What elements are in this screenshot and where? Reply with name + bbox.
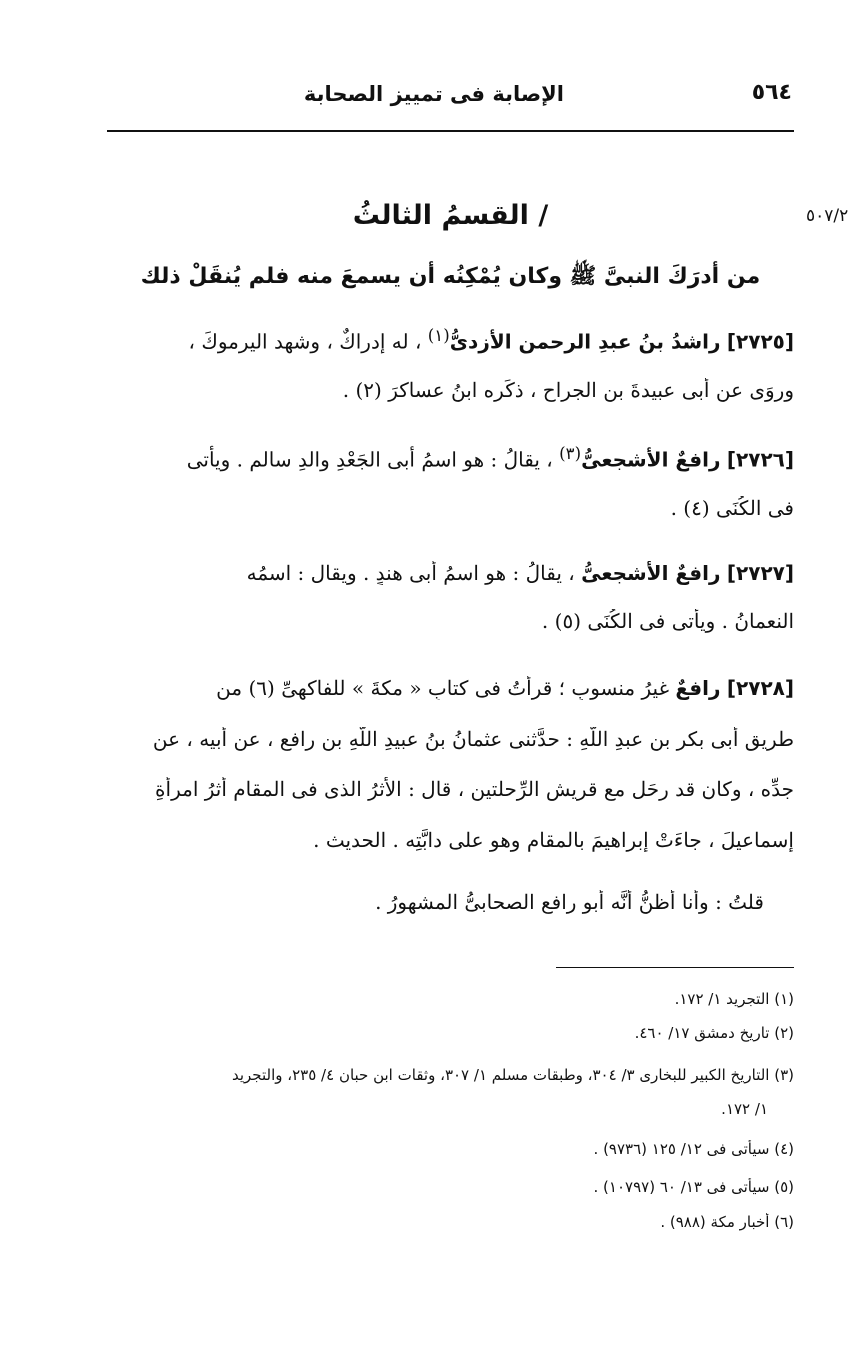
closing-remark: قلتُ : وأنا أظنُّ أنَّه أبو رافعٍ الصحابىُّ المشهورُ . [375, 890, 764, 914]
section-title: / القسمُ الثالثُ [352, 200, 549, 231]
entry-2728-line-2: طريقِ أبى بكرِ بنِ عبدِ اللَّهِ : حدَّثنى عثمانُ بنُ عبيدِ اللَّهِ بنِ رافعٍ ، عن أبيه ، عن [152, 727, 794, 751]
entry-text: ، يقالُ : هو اسمُ أبى الجَعْدِ والدِ سالمٍ . ويأتى [186, 447, 553, 472]
entry-2728-line-4: إسماعيلَ ، جاءَتْ إبراهيمَ بالمقامِ وهو على دابَّتِه . الحديث . [313, 828, 794, 852]
entry-2727-line-1 [107, 561, 794, 585]
entry-2725-line-1 [107, 326, 794, 354]
entry-2725-line-2: وروَى عن أبى عبيدةَ بنِ الجراحِ ، ذكَره ابنُ عساكرَ (٢) . [342, 378, 794, 402]
entry-number: [٢٧٢٥] [726, 329, 794, 354]
page-number: ٥٦٤ [751, 80, 792, 105]
footnote-5: (٥) سيأتى فى ١٣/ ٦٠ (١٠٧٩٧) . [593, 1178, 794, 1196]
section-subtitle: من أدرَكَ النبىَّ ﷺ وكان يُمْكِنُه أن يسمعَ منه فلم يُنقَلْ ذلك [140, 264, 761, 289]
entry-number: [٢٧٢٧] [726, 561, 794, 585]
entry-2727-line-2: النعمانُ . ويأتى فى الكُنَى (٥) . [541, 609, 794, 633]
entry-text: ، يقالُ : هو اسمُ أبى هندٍ . ويقال : اسمُه [246, 561, 575, 585]
header-rule [107, 130, 794, 132]
footnote-6: (٦) أخبار مكة (٩٨٨) . [660, 1213, 794, 1231]
margin-reference: ٥٠٧/٢ [806, 206, 849, 226]
entry-text: ، له إدراكٌ ، وشهِد اليرموكَ ، [188, 329, 422, 354]
entry-2726-line-1 [107, 444, 794, 472]
entry-name: رافعٌ [675, 676, 721, 700]
footnote-1: (١) التجريد ١/ ١٧٢. [674, 990, 794, 1008]
entry-name: رافعٌ الأشجعىُّ [581, 447, 721, 472]
footnote-mark: (٣) [559, 444, 582, 463]
entry-2728-line-3: جدِّه ، وكان قد رحَل مع قريشٍ الرِّحلتينِ ، قال : الأثرُ الذى فى المقامِ أثرُ امرأةِ [155, 777, 794, 801]
entry-text: غيرُ منسوبٍ ؛ قرأتُ فى كتابِ « مكةَ » للفاكهىِّ (٦) من [216, 676, 670, 700]
footnote-mark: (١) [427, 326, 450, 345]
entry-2728-line-1 [107, 676, 794, 700]
footnote-2: (٢) تاريخ دمشق ١٧/ ٤٦٠. [634, 1024, 794, 1042]
running-title: الإصابة فى تمييز الصحابة [303, 82, 564, 106]
entry-number: [٢٧٢٦] [726, 447, 794, 472]
entry-2726-line-2: فى الكُنَى (٤) . [670, 496, 794, 520]
entry-number: [٢٧٢٨] [726, 676, 794, 700]
footnote-rule [556, 967, 794, 968]
footnote-3: (٣) التاريخ الكبير للبخارى ٣/ ٣٠٤، وطبقات مسلم ١/ ٣٠٧، وثقات ابن حبان ٤/ ٢٣٥، والتجريد [231, 1066, 794, 1084]
footnote-4: (٤) سيأتى فى ١٢/ ١٢٥ (٩٧٣٦) . [593, 1140, 794, 1158]
entry-name: رافعٌ الأشجعىُّ [581, 561, 721, 585]
footnote-3-continued: ١/ ١٧٢. [721, 1100, 768, 1118]
entry-name: راشدُ بنُ عبدِ الرحمنِ الأزدىُّ [449, 329, 721, 354]
